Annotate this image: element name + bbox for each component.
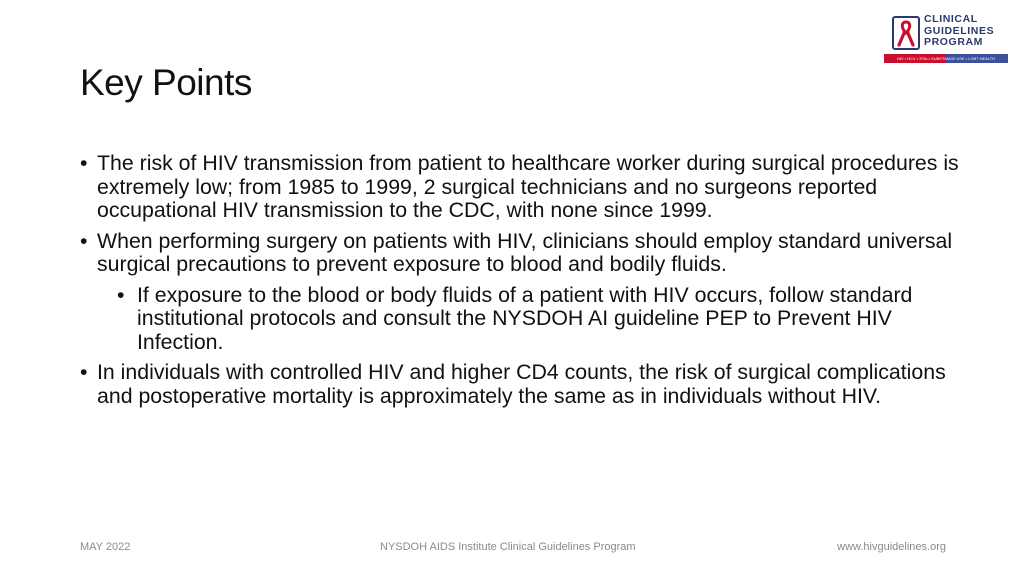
bullet-list: [80, 152, 960, 415]
logo-line-1: CLINICAL: [924, 13, 978, 25]
footer-url: www.hivguidelines.org: [837, 541, 946, 553]
clinical-guidelines-logo: [884, 10, 1008, 64]
logo-tagline-bar: HIV • HCV • STIs • SUBSTANCE USE • LGBT HEALTH: [884, 54, 1008, 63]
bullet-item: • When performing surgery on patients with HIV, clinicians should employ standard universal surgical precautions to prevent exposure to blood and bodily fluids.: [80, 230, 960, 277]
footer-date: MAY 2022: [80, 541, 131, 553]
logo-line-3: PROGRAM: [924, 36, 984, 48]
red-ribbon-icon: [892, 16, 920, 50]
bullet-item: • In individuals with controlled HIV and higher CD4 counts, the risk of surgical complications and postoperative mortality is approximately the same as in individuals without HIV.: [80, 361, 960, 408]
sub-bullet-item: • If exposure to the blood or body fluids of a patient with HIV occurs, follow standard institutional protocols and consult the NYSDOH AI guideline PEP to Prevent HIV Infection.: [117, 284, 960, 355]
slide-title: Key Points: [80, 62, 252, 103]
footer-program: NYSDOH AIDS Institute Clinical Guidelines Program: [380, 541, 636, 553]
logo-line-2: GUIDELINES: [924, 24, 995, 37]
logo-wordmark: [924, 14, 994, 49]
bullet-item: • The risk of HIV transmission from patient to healthcare worker during surgical procedures is extremely low; from 1985 to 1999, 2 surgical technicians and no surgeons reported occupational HIV transmission to the CDC, with none since 1999.: [80, 152, 960, 223]
